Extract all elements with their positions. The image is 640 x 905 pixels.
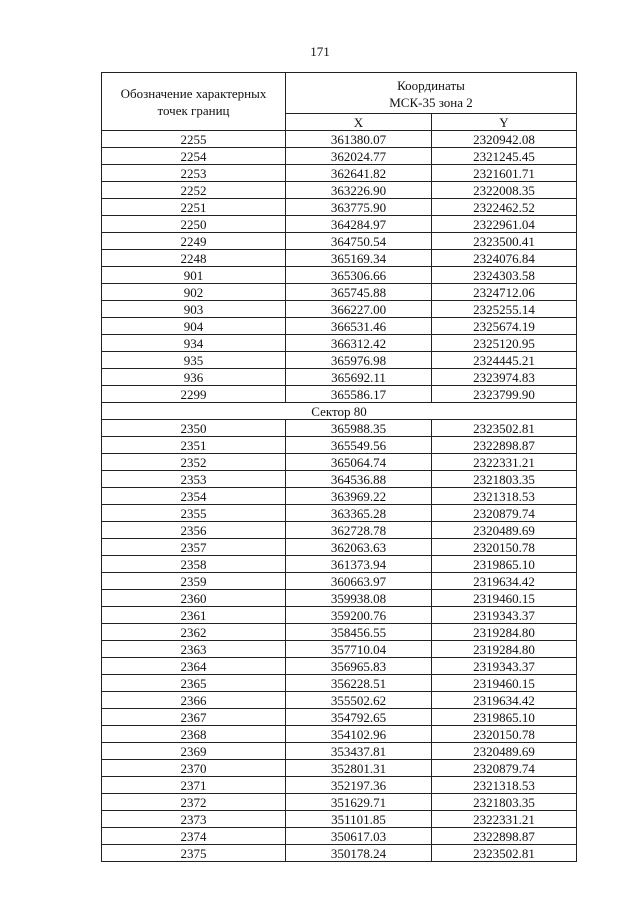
table-row: [102, 267, 577, 284]
y-coordinate-cell: 2320489.69: [432, 522, 577, 539]
section-title: Сектор 80: [102, 403, 577, 420]
table-row: [102, 794, 577, 811]
table-row: [102, 301, 577, 318]
table-row: [102, 199, 577, 216]
y-coordinate-cell: 2324712.06: [432, 284, 577, 301]
table-row: [102, 335, 577, 352]
x-coordinate-cell: 361380.07: [286, 131, 432, 148]
x-coordinate-cell: 358456.55: [286, 624, 432, 641]
point-id-cell: 2299: [102, 386, 286, 403]
x-coordinate-cell: 353437.81: [286, 743, 432, 760]
x-coordinate-cell: 362024.77: [286, 148, 432, 165]
point-id-cell: 2359: [102, 573, 286, 590]
y-coordinate-cell: 2323974.83: [432, 369, 577, 386]
y-coordinate-cell: 2320150.78: [432, 726, 577, 743]
point-id-cell: 2249: [102, 233, 286, 250]
x-coordinate-cell: 366312.42: [286, 335, 432, 352]
y-coordinate-cell: 2321803.35: [432, 794, 577, 811]
y-coordinate-cell: 2323799.90: [432, 386, 577, 403]
table-row: [102, 131, 577, 148]
point-id-cell: 936: [102, 369, 286, 386]
y-coordinate-cell: 2325255.14: [432, 301, 577, 318]
x-coordinate-cell: 366531.46: [286, 318, 432, 335]
y-coordinate-cell: 2321245.45: [432, 148, 577, 165]
y-coordinate-cell: 2324303.58: [432, 267, 577, 284]
point-id-cell: 2251: [102, 199, 286, 216]
point-id-cell: 2362: [102, 624, 286, 641]
point-id-cell: 2368: [102, 726, 286, 743]
y-coordinate-cell: 2322331.21: [432, 454, 577, 471]
table-row: [102, 216, 577, 233]
y-coordinate-cell: 2320879.74: [432, 505, 577, 522]
x-coordinate-cell: 364536.88: [286, 471, 432, 488]
y-coordinate-cell: 2325120.95: [432, 335, 577, 352]
y-coordinate-cell: 2319865.10: [432, 709, 577, 726]
table-row: [102, 437, 577, 454]
x-coordinate-cell: 365692.11: [286, 369, 432, 386]
point-id-cell: 2353: [102, 471, 286, 488]
page-number: 171: [310, 44, 330, 59]
y-coordinate-cell: 2320942.08: [432, 131, 577, 148]
y-coordinate-cell: 2319634.42: [432, 692, 577, 709]
point-id-cell: 935: [102, 352, 286, 369]
y-coordinate-cell: 2320489.69: [432, 743, 577, 760]
y-coordinate-cell: 2319284.80: [432, 641, 577, 658]
y-coordinate-cell: 2321601.71: [432, 165, 577, 182]
y-coordinate-cell: 2322898.87: [432, 828, 577, 845]
coordinates-table: [101, 72, 577, 862]
table-row: [102, 590, 577, 607]
x-coordinate-cell: 366227.00: [286, 301, 432, 318]
point-id-cell: 2252: [102, 182, 286, 199]
table-row: [102, 522, 577, 539]
x-coordinate-cell: 360663.97: [286, 573, 432, 590]
table-row: [102, 675, 577, 692]
x-coordinate-cell: 365745.88: [286, 284, 432, 301]
point-id-cell: 2367: [102, 709, 286, 726]
x-column-header: X: [286, 114, 432, 131]
x-coordinate-cell: 365586.17: [286, 386, 432, 403]
point-id-cell: 2352: [102, 454, 286, 471]
table-row: [102, 624, 577, 641]
x-coordinate-cell: 357710.04: [286, 641, 432, 658]
x-coordinate-cell: 362728.78: [286, 522, 432, 539]
y-coordinate-cell: 2324076.84: [432, 250, 577, 267]
y-coordinate-cell: 2319284.80: [432, 624, 577, 641]
y-coordinate-cell: 2321318.53: [432, 488, 577, 505]
point-id-cell: 2360: [102, 590, 286, 607]
x-coordinate-cell: 365988.35: [286, 420, 432, 437]
point-id-cell: 903: [102, 301, 286, 318]
y-coordinate-cell: 2324445.21: [432, 352, 577, 369]
table-row: [102, 811, 577, 828]
table-row: [102, 250, 577, 267]
table-row: [102, 454, 577, 471]
y-coordinate-cell: 2322898.87: [432, 437, 577, 454]
y-coordinate-cell: 2319343.37: [432, 607, 577, 624]
x-coordinate-cell: 362063.63: [286, 539, 432, 556]
x-coordinate-cell: 364284.97: [286, 216, 432, 233]
x-coordinate-cell: 363365.28: [286, 505, 432, 522]
table-row: [102, 573, 577, 590]
x-coordinate-cell: 354792.65: [286, 709, 432, 726]
x-coordinate-cell: 355502.62: [286, 692, 432, 709]
point-id-cell: 2366: [102, 692, 286, 709]
table-row: [102, 369, 577, 386]
y-coordinate-cell: 2325674.19: [432, 318, 577, 335]
table-row: [102, 284, 577, 301]
x-coordinate-cell: 365549.56: [286, 437, 432, 454]
x-coordinate-cell: 351629.71: [286, 794, 432, 811]
points-column-header: Обозначение характерных точек границ: [102, 73, 286, 131]
point-id-cell: 2372: [102, 794, 286, 811]
point-id-cell: 2356: [102, 522, 286, 539]
table-body-part-2: [102, 420, 577, 862]
table-row: [102, 726, 577, 743]
x-coordinate-cell: 362641.82: [286, 165, 432, 182]
point-id-cell: 2255: [102, 131, 286, 148]
coordinate-system-title: МСК-35 зона 2: [389, 95, 473, 110]
y-coordinate-cell: 2321318.53: [432, 777, 577, 794]
y-coordinate-cell: 2319634.42: [432, 573, 577, 590]
table-row: [102, 709, 577, 726]
table-row: [102, 777, 577, 794]
x-coordinate-cell: 354102.96: [286, 726, 432, 743]
table-row: [102, 692, 577, 709]
y-coordinate-cell: 2323502.81: [432, 845, 577, 862]
y-coordinate-cell: 2320150.78: [432, 539, 577, 556]
point-id-cell: 2355: [102, 505, 286, 522]
table-row: [102, 352, 577, 369]
x-coordinate-cell: 359200.76: [286, 607, 432, 624]
table-body-part-1: [102, 131, 577, 403]
x-coordinate-cell: 365169.34: [286, 250, 432, 267]
table-row: [102, 488, 577, 505]
y-coordinate-cell: 2322331.21: [432, 811, 577, 828]
y-coordinate-cell: 2319460.15: [432, 590, 577, 607]
y-coordinate-cell: 2323500.41: [432, 233, 577, 250]
x-coordinate-cell: 356965.83: [286, 658, 432, 675]
point-id-cell: 934: [102, 335, 286, 352]
y-coordinate-cell: 2320879.74: [432, 760, 577, 777]
x-coordinate-cell: 363969.22: [286, 488, 432, 505]
section-row-group: [102, 403, 577, 420]
point-id-cell: 2373: [102, 811, 286, 828]
table-row: [102, 182, 577, 199]
table-row: [102, 760, 577, 777]
y-coordinate-cell: 2322008.35: [432, 182, 577, 199]
table-row: [102, 505, 577, 522]
table-row: [102, 607, 577, 624]
x-coordinate-cell: 365064.74: [286, 454, 432, 471]
table-row: [102, 148, 577, 165]
y-coordinate-cell: 2319460.15: [432, 675, 577, 692]
x-coordinate-cell: 364750.54: [286, 233, 432, 250]
point-id-cell: 904: [102, 318, 286, 335]
y-coordinate-cell: 2319865.10: [432, 556, 577, 573]
point-id-cell: 2351: [102, 437, 286, 454]
y-coordinate-cell: 2322961.04: [432, 216, 577, 233]
table-row: [102, 556, 577, 573]
point-id-cell: 902: [102, 284, 286, 301]
table-row: [102, 641, 577, 658]
coordinates-title: Координаты: [397, 78, 465, 93]
y-coordinate-cell: 2322462.52: [432, 199, 577, 216]
point-id-cell: 2361: [102, 607, 286, 624]
table-row: [102, 318, 577, 335]
table-row: [102, 658, 577, 675]
table-row: [102, 539, 577, 556]
y-coordinate-cell: 2319343.37: [432, 658, 577, 675]
point-id-cell: 2371: [102, 777, 286, 794]
point-id-cell: 2357: [102, 539, 286, 556]
x-coordinate-cell: 350617.03: [286, 828, 432, 845]
x-coordinate-cell: 352197.36: [286, 777, 432, 794]
point-id-cell: 2254: [102, 148, 286, 165]
table-row: [102, 420, 577, 437]
table-row: [102, 165, 577, 182]
point-id-cell: 2354: [102, 488, 286, 505]
table-row: [102, 845, 577, 862]
x-coordinate-cell: 361373.94: [286, 556, 432, 573]
table-row: [102, 743, 577, 760]
y-column-header: Y: [432, 114, 577, 131]
x-coordinate-cell: 352801.31: [286, 760, 432, 777]
point-id-cell: 2358: [102, 556, 286, 573]
point-id-cell: 2364: [102, 658, 286, 675]
point-id-cell: 901: [102, 267, 286, 284]
table-row: [102, 828, 577, 845]
point-id-cell: 2365: [102, 675, 286, 692]
x-coordinate-cell: 365976.98: [286, 352, 432, 369]
x-coordinate-cell: 363226.90: [286, 182, 432, 199]
point-id-cell: 2374: [102, 828, 286, 845]
table-row: [102, 471, 577, 488]
point-id-cell: 2248: [102, 250, 286, 267]
y-coordinate-cell: 2323502.81: [432, 420, 577, 437]
x-coordinate-cell: 351101.85: [286, 811, 432, 828]
y-coordinate-cell: 2321803.35: [432, 471, 577, 488]
section-row: [102, 403, 577, 420]
point-id-cell: 2250: [102, 216, 286, 233]
point-id-cell: 2363: [102, 641, 286, 658]
coordinates-group-header: [286, 73, 577, 114]
table-row: [102, 233, 577, 250]
point-id-cell: 2350: [102, 420, 286, 437]
point-id-cell: 2369: [102, 743, 286, 760]
point-id-cell: 2375: [102, 845, 286, 862]
x-coordinate-cell: 356228.51: [286, 675, 432, 692]
table-row: [102, 386, 577, 403]
x-coordinate-cell: 359938.08: [286, 590, 432, 607]
point-id-cell: 2370: [102, 760, 286, 777]
x-coordinate-cell: 363775.90: [286, 199, 432, 216]
x-coordinate-cell: 365306.66: [286, 267, 432, 284]
point-id-cell: 2253: [102, 165, 286, 182]
x-coordinate-cell: 350178.24: [286, 845, 432, 862]
